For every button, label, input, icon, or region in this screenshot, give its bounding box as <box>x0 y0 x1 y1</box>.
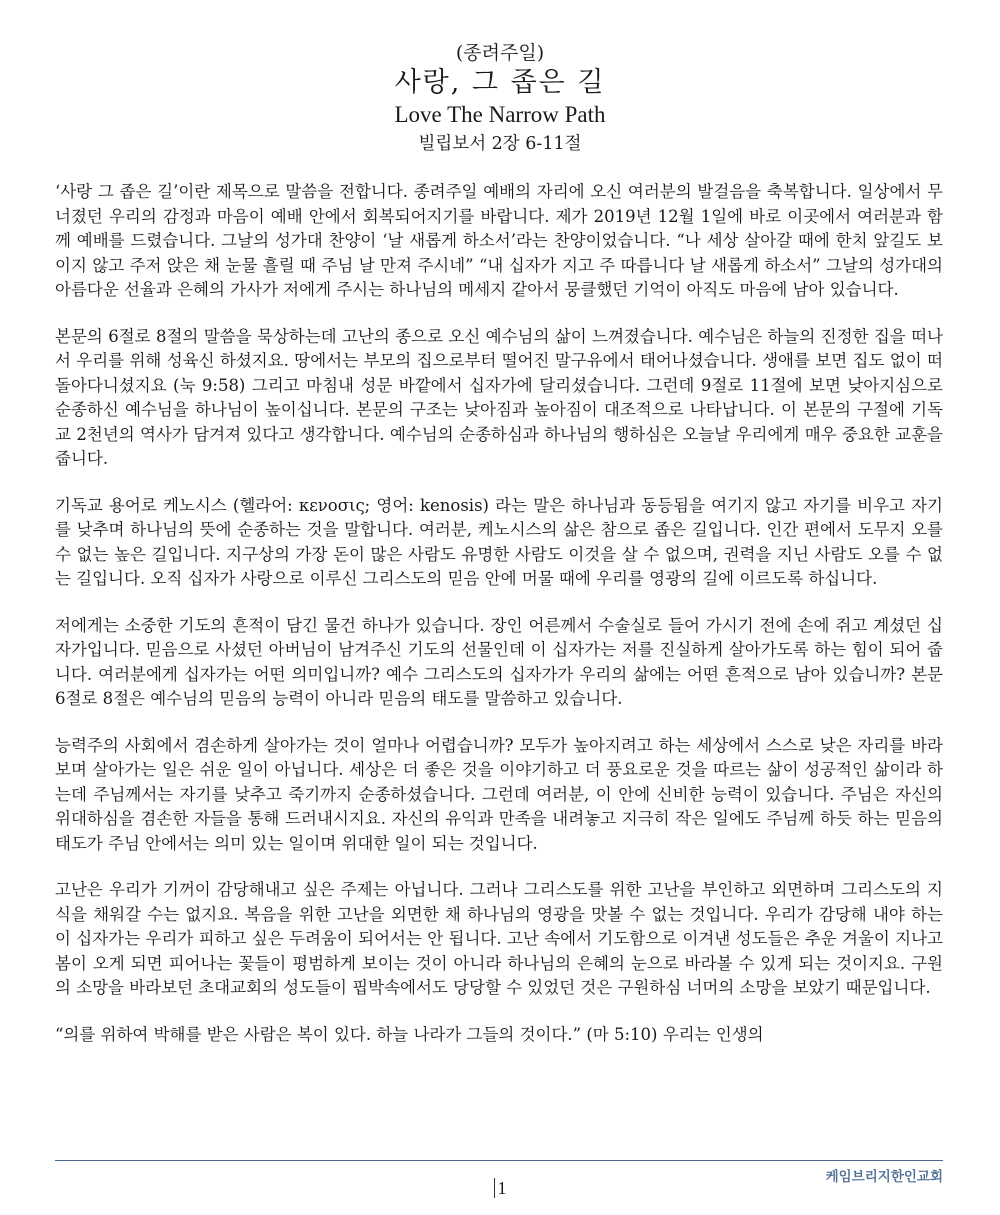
sermon-title-english: Love The Narrow Path <box>394 102 606 127</box>
paragraph-5: 능력주의 사회에서 겸손하게 살아가는 것이 얼마나 어렵습니까? 모두가 높아지려고 하는 세상에서 스스로 낮은 자리를 바라보며 살아가는 일은 쉬운 일이 아닙니다. 세상은 더 좋은 것을 이야기하고 더 풍요로운 것을 따르는 삶이 성공적인 삶이라 하는데 주님께서는 자기를 낮추고 죽기까지 순종하셨습니다. 그런데 여러분, 이 안에 신비한 능력이 있습니다. 주님은 자신의 위대하심을 겸손한 자들을 통해 드러내시지요. 자신의 유익과 만족을 내려놓고 지극히 작은 일에도 주님께 하듯 하는 믿음의 태도가 주님 안에서는 의미 있는 일이며 위대한 일이 되는 것입니다. <box>55 735 943 853</box>
paragraph-2: 본문의 6절로 8절의 말씀을 묵상하는데 고난의 종으로 오신 예수님의 삶이 느껴졌습니다. 예수님은 하늘의 진정한 집을 떠나서 우리를 위해 성육신 하셨지요. 땅에서는 부모의 집으로부터 떨어진 말구유에서 태어나셨습니다. 생애를 보면 집도 없이 떠돌아다니셨지요 (눅 9:58) 그리고 마침내 성문 바깥에서 십자가에 달리셨습니다. 그런데 9절로 11절에 보면 낮아지심으로 순종하신 예수님을 하나님이 높이십니다. 본문의 구조는 낮아짐과 높아짐이 대조적으로 나타납니다. 이 본문의 구절에 기독교 2천년의 역사가 담겨져 있다고 생각합니다. 예수님의 순종하심과 하나님의 행하심은 오늘날 우리에게 매우 중요한 교훈을 줍니다. <box>55 326 943 468</box>
sermon-subtitle: (종려주일) <box>455 42 545 64</box>
paragraph-4: 저에게는 소중한 기도의 흔적이 담긴 물건 하나가 있습니다. 장인 어른께서 수술실로 들어 가시기 전에 손에 쥐고 계셨던 십자가입니다. 믿음으로 사셨던 아버님이 남겨주신 기도의 선물인데 이 십자가는 저를 진실하게 살아가도록 하는 힘이 되어 줍니다. 여러분에게 십자가는 어떤 의미입니까? 예수 그리스도의 십자가가 우리의 삶에는 어떤 흔적으로 남아 있습니까? 본문 6절로 8절은 예수님의 믿음의 능력이 아니라 믿음의 태도를 말씀하고 있습니다. <box>55 615 943 708</box>
church-name: 케임브리지한인교회 <box>825 1169 943 1185</box>
page-number-value: 1 <box>494 1178 507 1198</box>
paragraph-3: 기독교 용어로 케노시스 (헬라어: κενοσις; 영어: kenosis) 라는 말은 하나님과 동등됨을 여기지 않고 자기를 비우고 자기를 낮추며 하나님의 뜻에 순종하는 것을 말합니다. 여러분, 케노시스의 삶은 참으로 좁은 길입니다. 인간 편에서 도무지 오를 수 없는 높은 길입니다. 지구상의 가장 돈이 많은 사람도 유명한 사람도 이것을 살 수 없으며, 권력을 지닌 사람도 오를 수 없는 길입니다. 오직 십자가 사랑으로 이루신 그리스도의 믿음 안에 머물 때에 우리를 영광의 길에 이르도록 하십니다. <box>55 495 943 588</box>
scripture-reference: 빌립보서 2장 6-11절 <box>418 134 582 154</box>
sermon-header <box>0 40 1000 158</box>
footer-divider <box>55 1160 943 1161</box>
sermon-title: 사랑, 그 좁은 길 <box>394 67 606 98</box>
paragraph-1: ‘사랑 그 좁은 길’이란 제목으로 말씀을 전합니다. 종려주일 예배의 자리에 오신 여러분의 발걸음을 축복합니다. 일상에서 무너졌던 우리의 감정과 마음이 예배 안에서 회복되어지기를 바랍니다. 제가 2019년 12월 1일에 바로 이곳에서 여러분과 함께 예배를 드렸습니다. 그날의 성가대 찬양이 ‘날 새롭게 하소서’라는 찬양이었습니다. “나 세상 살아갈 때에 한치 앞길도 보이지 않고 주저 앉은 채 눈물 흘릴 때 주님 날 만져 주시네” “내 십자가 지고 주 따릅니다 날 새롭게 하소서” 그날의 성가대의 아름다운 선율과 은혜의 가사가 저에게 주시는 하나님의 메세지 같아서 뭉클했던 기억이 아직도 마음에 남아 있습니다. <box>55 182 943 299</box>
sermon-body <box>55 180 943 1069</box>
paragraph-7: “의를 위하여 박해를 받은 사람은 복이 있다. 하늘 나라가 그들의 것이다.” (마 5:10) 우리는 인생의 <box>55 1024 764 1044</box>
page-number <box>0 1178 1000 1199</box>
paragraph-6: 고난은 우리가 기꺼이 감당해내고 싶은 주제는 아닙니다. 그러나 그리스도를 위한 고난을 부인하고 외면하며 그리스도의 지식을 채워갈 수는 없지요. 복음을 위한 고난을 외면한 채 하나님의 영광을 맛볼 수 없는 것입니다. 우리가 감당해 내야 하는 이 십자가는 우리가 피하고 싶은 두려움이 되어서는 안 됩니다. 고난 속에서 기도함으로 이겨낸 성도들은 추운 겨울이 지나고 봄이 오게 되면 피어나는 꽃들이 평범하게 보이는 것이 아니라 하나님의 은혜의 눈으로 바라볼 수 있게 되는 것이지요. 구원의 소망을 바라보던 초대교회의 성도들이 핍박속에서도 당당할 수 있었던 것은 구원하심 너머의 소망을 보았기 때문입니다. <box>55 880 943 997</box>
